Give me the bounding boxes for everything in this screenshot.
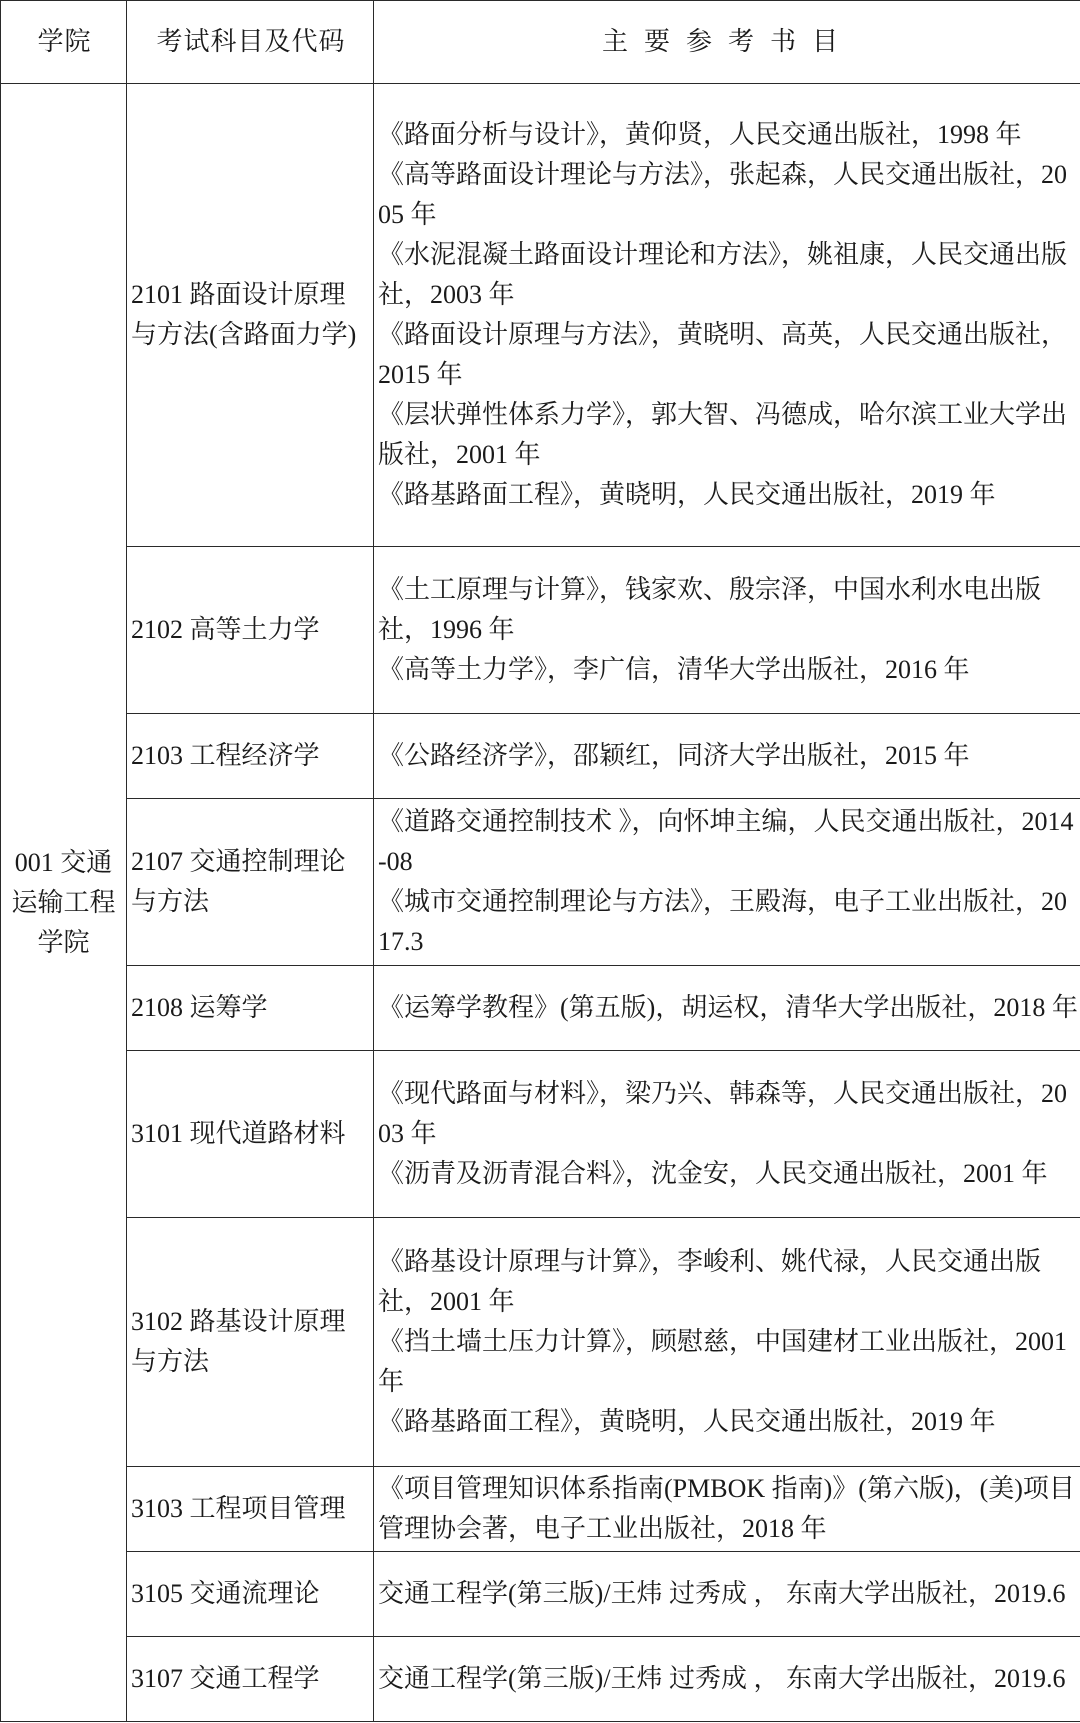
- books-cell: [374, 1467, 1080, 1552]
- subject-cell: 3102 路基设计原理与方法: [127, 1218, 374, 1467]
- table-row: [1, 799, 1080, 966]
- book-entry: 《道路交通控制技术 》，向怀坤主编，人民交通出版社，2014-08: [378, 807, 1074, 876]
- books-cell: [374, 1637, 1080, 1722]
- book-entry: 《城市交通控制理论与方法》，王殿海，电子工业出版社，2017.3: [378, 887, 1068, 956]
- subject-cell: 2102 高等土力学: [127, 547, 374, 714]
- book-entry: 《高等土力学》，李广信，清华大学出版社，2016 年: [378, 655, 970, 684]
- books-cell: [374, 1051, 1080, 1218]
- books-cell: [374, 966, 1080, 1051]
- books-cell: [374, 547, 1080, 714]
- book-entry: 《路基设计原理与计算》，李峻利、姚代禄，人民交通出版社，2001 年: [378, 1247, 1042, 1316]
- book-entry: 《土工原理与计算》，钱家欢、殷宗泽，中国水利水电出版社，1996 年: [378, 575, 1042, 644]
- subject-cell: 2107 交通控制理论与方法: [127, 799, 374, 966]
- table-row: [1, 1637, 1080, 1722]
- header-subject: 考试科目及代码: [127, 1, 374, 84]
- table-row: [1, 1051, 1080, 1218]
- table-row: [1, 966, 1080, 1051]
- book-entry: 《沥青及沥青混合料》，沈金安，人民交通出版社，2001 年: [378, 1159, 1048, 1188]
- book-entry: 《路基路面工程》，黄晓明，人民交通出版社，2019 年: [378, 1407, 996, 1436]
- table-row: [1, 1467, 1080, 1552]
- book-entry: 《现代路面与材料》，梁乃兴、韩森等，人民交通出版社，2003 年: [378, 1079, 1068, 1148]
- book-entry: 《层状弹性体系力学》，郭大智、冯德成，哈尔滨工业大学出版社，2001 年: [378, 400, 1068, 469]
- table-row: [1, 714, 1080, 799]
- table-row: [1, 1552, 1080, 1637]
- book-entry: 交通工程学(第三版)/王炜 过秀成 ， 东南大学出版社，2019.6: [378, 1579, 1066, 1608]
- subject-cell: 3105 交通流理论: [127, 1552, 374, 1637]
- books-cell: [374, 1552, 1080, 1637]
- subject-cell: 3107 交通工程学: [127, 1637, 374, 1722]
- subject-cell: 2101 路面设计原理与方法(含路面力学): [127, 84, 374, 547]
- book-entry: 交通工程学(第三版)/王炜 过秀成 ， 东南大学出版社，2019.6: [378, 1664, 1066, 1693]
- book-entry: 《项目管理知识体系指南(PMBOK 指南)》(第六版)，(美)项目管理协会著，电子工业出版社，2018 年: [378, 1474, 1075, 1543]
- header-row: [1, 1, 1080, 84]
- book-entry: 《路面设计原理与方法》，黄晓明、高英，人民交通出版社，2015 年: [378, 320, 1068, 389]
- book-entry: 《水泥混凝土路面设计理论和方法》，姚祖康，人民交通出版社，2003 年: [378, 240, 1068, 309]
- book-entry: 《路面分析与设计》，黄仰贤，人民交通出版社，1998 年: [378, 120, 1022, 149]
- books-cell: [374, 1218, 1080, 1467]
- books-cell: [374, 799, 1080, 966]
- subject-cell: 2108 运筹学: [127, 966, 374, 1051]
- subject-cell: 3101 现代道路材料: [127, 1051, 374, 1218]
- book-entry: 《路基路面工程》，黄晓明，人民交通出版社，2019 年: [378, 480, 996, 509]
- table-row: [1, 547, 1080, 714]
- book-entry: 《运筹学教程》(第五版)，胡运权，清华大学出版社，2018 年: [378, 993, 1078, 1022]
- college-cell: 001 交通运输工程学院: [1, 84, 127, 1722]
- header-college: 学院: [1, 1, 127, 84]
- table-row: [1, 1218, 1080, 1467]
- book-entry: 《挡土墙土压力计算》，顾慰慈，中国建材工业出版社，2001 年: [378, 1327, 1068, 1396]
- table-row: [1, 84, 1080, 547]
- book-entry: 《高等路面设计理论与方法》，张起森，人民交通出版社，2005 年: [378, 160, 1068, 229]
- subject-cell: 2103 工程经济学: [127, 714, 374, 799]
- book-entry: 《公路经济学》，邵颖红，同济大学出版社，2015 年: [378, 741, 970, 770]
- subject-cell: 3103 工程项目管理: [127, 1467, 374, 1552]
- books-cell: [374, 714, 1080, 799]
- books-cell: [374, 84, 1080, 547]
- header-books: 主要参考书目: [374, 1, 1080, 84]
